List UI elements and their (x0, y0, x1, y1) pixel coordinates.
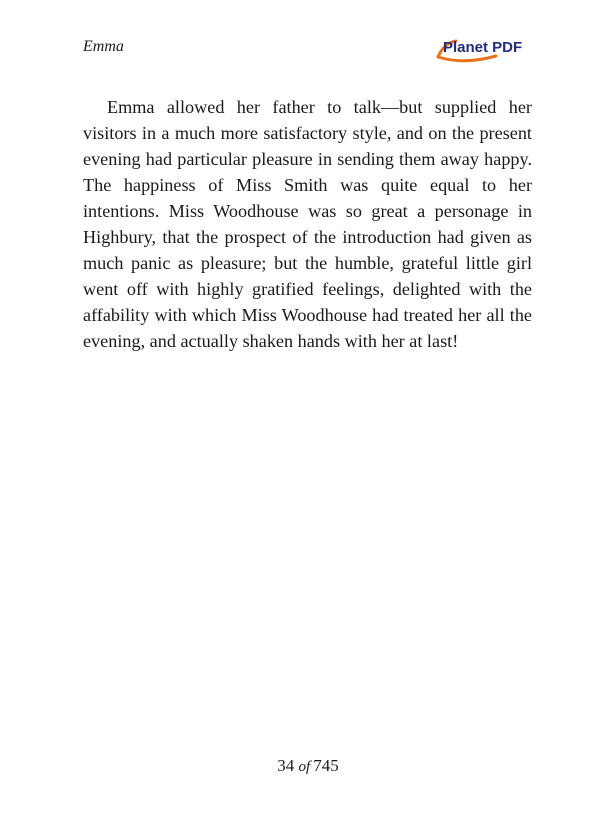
body-paragraph: Emma allowed her father to talk—but supplied her visitors in a much more satisfactory style, and on the present evening had particular pleasure in sending them away happy. The happiness of Miss Smith was quite equal to her intentions. Miss Woodhouse was so great a personage in Highbury, that the prospect of the introduction had given as much panic as pleasure; but the humble, grateful little girl went off with highly gratified feelings, delighted with the affability with which Miss Woodhouse had treated her all the evening, and actually shaken hands with her at last! (83, 97, 532, 351)
running-header-title: Emma (83, 38, 124, 55)
page-number: 34 (277, 756, 295, 775)
total-pages: 745 (313, 756, 339, 775)
page-footer (0, 756, 616, 776)
page-of-label: of (298, 759, 311, 775)
logo-text: Planet PDF (443, 39, 523, 56)
planet-pdf-logo (434, 37, 538, 65)
